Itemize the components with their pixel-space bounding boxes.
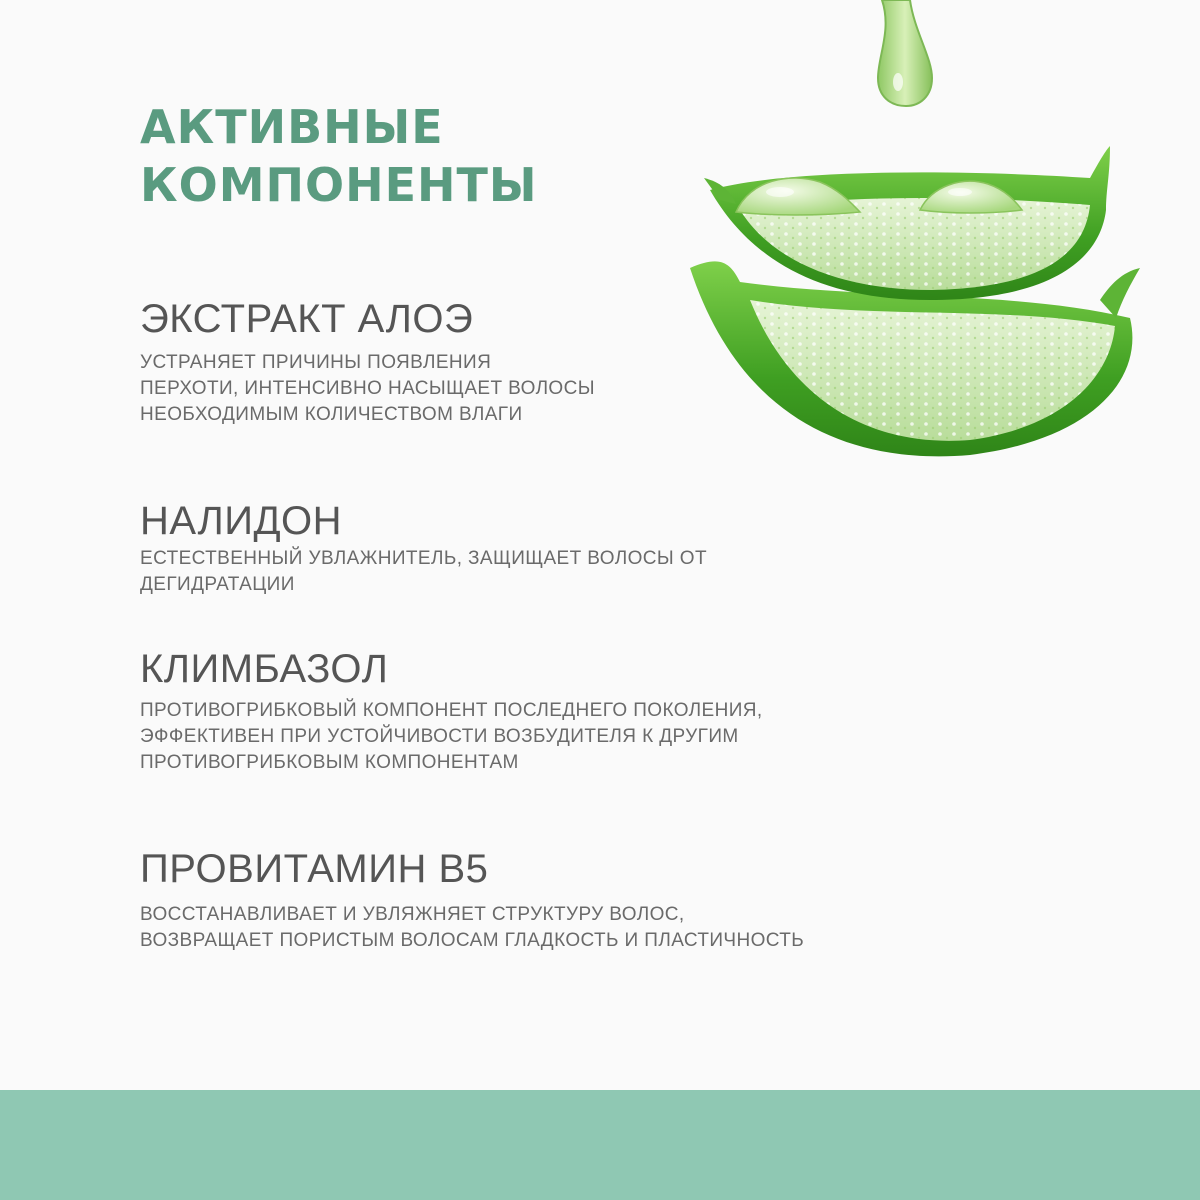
ingredient-title: КЛИМБАЗОЛ [140, 647, 389, 691]
ingredient-aloe-extract [140, 296, 860, 428]
page-title [140, 98, 538, 214]
ingredient-description [140, 350, 860, 428]
description-line: УСТРАНЯЕТ ПРИЧИНЫ ПОЯВЛЕНИЯ [140, 352, 492, 373]
ingredient-climbazole [140, 646, 860, 776]
ingredient-description [140, 546, 860, 598]
description-line: ПЕРХОТИ, ИНТЕНСИВНО НАСЫЩАЕТ ВОЛОСЫ [140, 378, 595, 399]
ingredient-title: НАЛИДОН [140, 499, 343, 543]
ingredient-title: ПРОВИТАМИН B5 [140, 847, 489, 891]
page-title-line-1: АКТИВНЫЕ [140, 100, 444, 154]
ingredient-description [140, 698, 860, 776]
description-line: ВОЗВРАЩАЕТ ПОРИСТЫМ ВОЛОСАМ ГЛАДКОСТЬ И ПЛАСТИЧНОСТЬ [140, 930, 805, 951]
description-line: ПРОТИВОГРИБКОВЫЙ КОМПОНЕНТ ПОСЛЕДНЕГО ПОКОЛЕНИЯ, [140, 700, 763, 721]
ingredient-description [140, 902, 860, 954]
description-line: НЕОБХОДИМЫМ КОЛИЧЕСТВОМ ВЛАГИ [140, 404, 523, 425]
ingredient-halidon [140, 498, 860, 598]
description-line: ПРОТИВОГРИБКОВЫМ КОМПОНЕНТАМ [140, 752, 519, 773]
ingredient-provitamin-b5 [140, 846, 860, 954]
description-line: ЕСТЕСТВЕННЫЙ УВЛАЖНИТЕЛЬ, ЗАЩИЩАЕТ ВОЛОСЫ ОТ ДЕГИДРАТАЦИИ [140, 548, 707, 595]
description-line: ЭФФЕКТИВЕН ПРИ УСТОЙЧИВОСТИ ВОЗБУДИТЕЛЯ К ДРУГИМ [140, 726, 739, 747]
ingredient-title: ЭКСТРАКТ АЛОЭ [140, 297, 474, 341]
footer-bar [0, 1090, 1200, 1200]
page-title-line-2: КОМПОНЕНТЫ [140, 158, 538, 212]
description-line: ВОССТАНАВЛИВАЕТ И УВЛЯЖНЯЕТ СТРУКТУРУ ВОЛОС, [140, 904, 685, 925]
